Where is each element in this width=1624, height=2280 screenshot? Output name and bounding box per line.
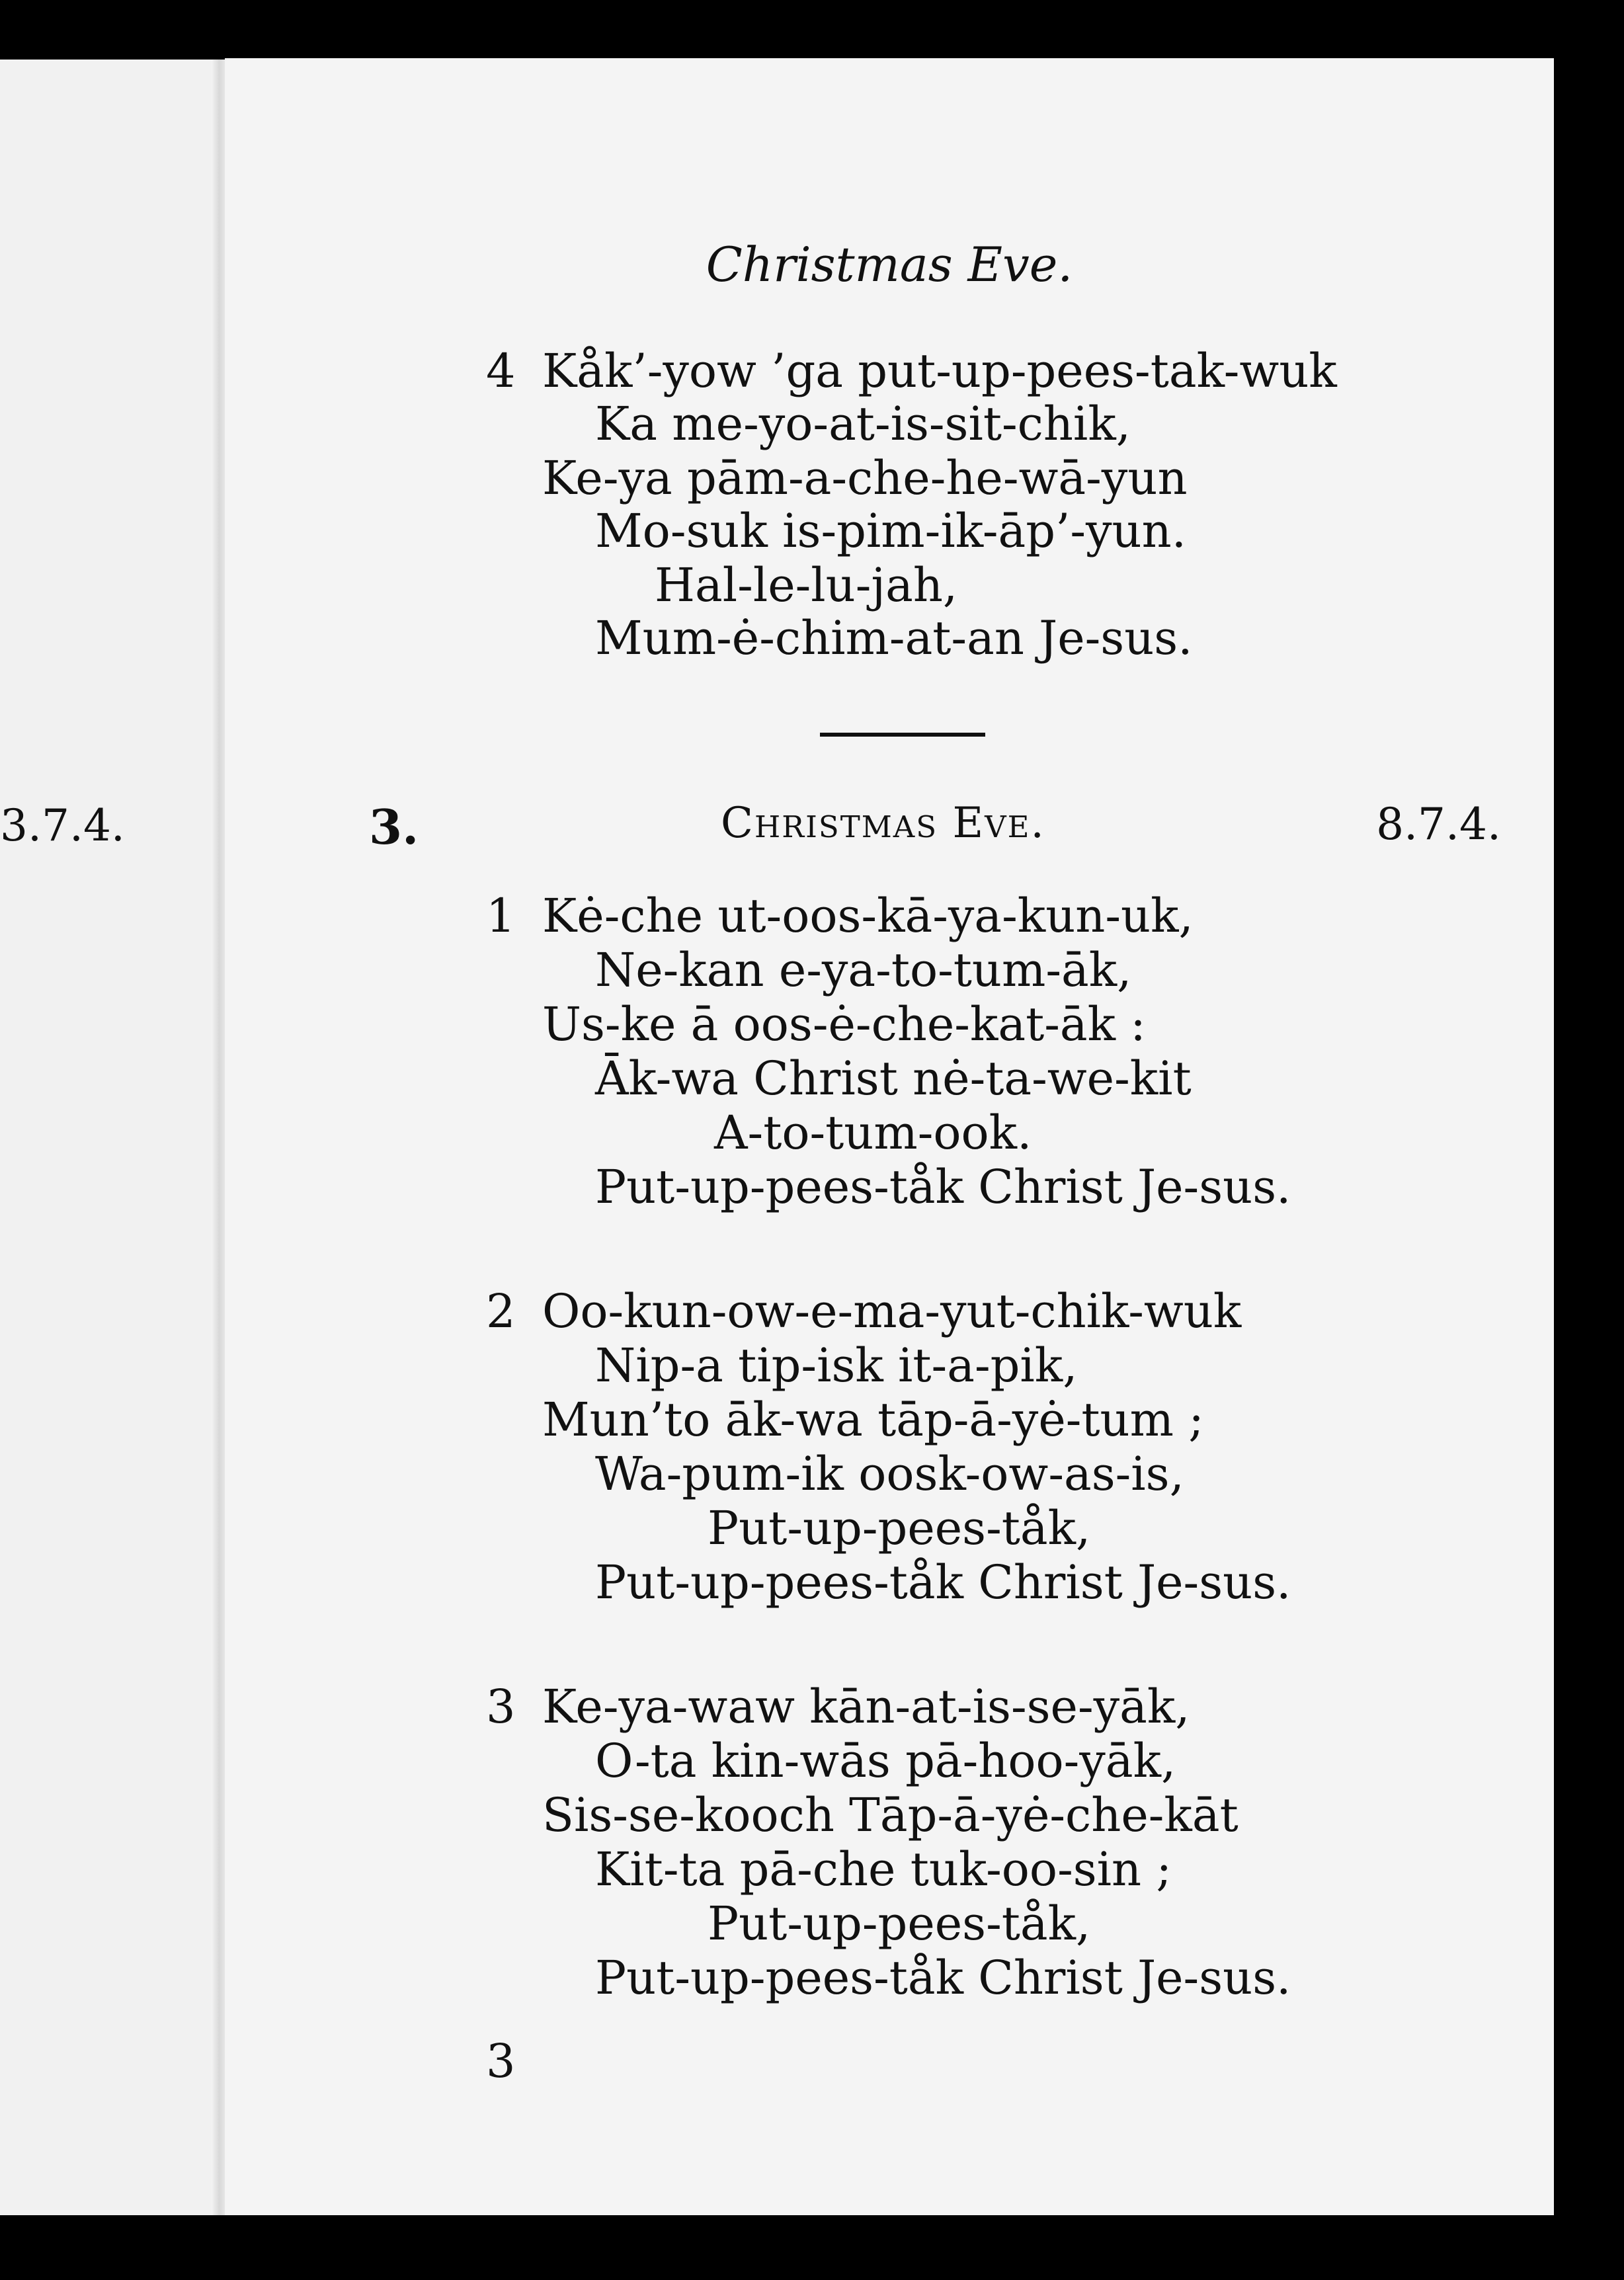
verse-line: Mum-ė-chim-at-an Je-sus. — [595, 611, 1193, 665]
verse-line: Ka me-yo-at-is-sit-chik, — [595, 397, 1131, 451]
verse-line: Ke-ya pām-a-che-he-wā-yun — [542, 451, 1188, 505]
verse-line: Put-up-pees-tåk Christ Je-sus. — [595, 1951, 1291, 2005]
verse-line: Put-up-pees-tåk, — [708, 1896, 1091, 1951]
stanza-number: 4 — [486, 344, 516, 398]
verse-line: Sis-se-kooch Tāp-ā-yė-che-kāt — [542, 1788, 1238, 1842]
left-page-edge — [0, 60, 218, 2215]
section-divider — [820, 733, 985, 737]
left-page-meter-fragment: 3.7.4. — [0, 800, 125, 851]
stanza-number: 2 — [486, 1284, 516, 1338]
verse-line: Mun’to āk-wa tāp-ā-yė-tum ; — [542, 1393, 1204, 1447]
verse-line: Hal-le-lu-jah, — [655, 558, 958, 612]
verse-line: Ke-ya-waw kān-at-is-se-yāk, — [542, 1680, 1190, 1734]
verse-line: Kė-che ut-oos-kā-ya-kun-uk, — [542, 889, 1194, 943]
stanza-number: 3 — [486, 1680, 516, 1734]
verse-line: O-ta kin-wās pā-hoo-yāk, — [595, 1734, 1176, 1788]
signature-mark: 3 — [486, 2034, 516, 2088]
verse-line: Put-up-pees-tåk Christ Je-sus. — [595, 1160, 1291, 1214]
verse-line: Mo-suk is-pim-ik-āp’-yun. — [595, 504, 1186, 558]
verse-line: Nip-a tip-isk it-a-pik, — [595, 1338, 1078, 1393]
hymn-number: 3. — [369, 799, 419, 855]
verse-line: Āk-wa Christ nė-ta-we-kit — [595, 1051, 1192, 1106]
verse-line: Kåk’-yow ’ga put-up-pees-tak-wuk — [542, 344, 1337, 398]
verse-line: Ne-kan e-ya-to-tum-āk, — [595, 943, 1132, 997]
book-page — [225, 58, 1554, 2215]
verse-line: Us-ke ā oos-ė-che-kat-āk : — [542, 997, 1146, 1051]
verse-line: A-to-tum-ook. — [714, 1106, 1032, 1160]
verse-line: Put-up-pees-tåk, — [708, 1501, 1091, 1555]
hymn-meter: 8.7.4. — [1376, 799, 1501, 850]
verse-line: Oo-kun-ow-e-ma-yut-chik-wuk — [542, 1284, 1242, 1338]
verse-line: Wa-pum-ik oosk-ow-as-is, — [595, 1447, 1184, 1501]
verse-line: Kit-ta pā-che tuk-oo-sin ; — [595, 1842, 1172, 1896]
hymn-title: Christmas Eve. — [721, 799, 1045, 848]
running-head: Christmas Eve. — [706, 237, 1073, 292]
stanza-number: 1 — [486, 889, 516, 943]
verse-line: Put-up-pees-tåk Christ Je-sus. — [595, 1555, 1291, 1609]
